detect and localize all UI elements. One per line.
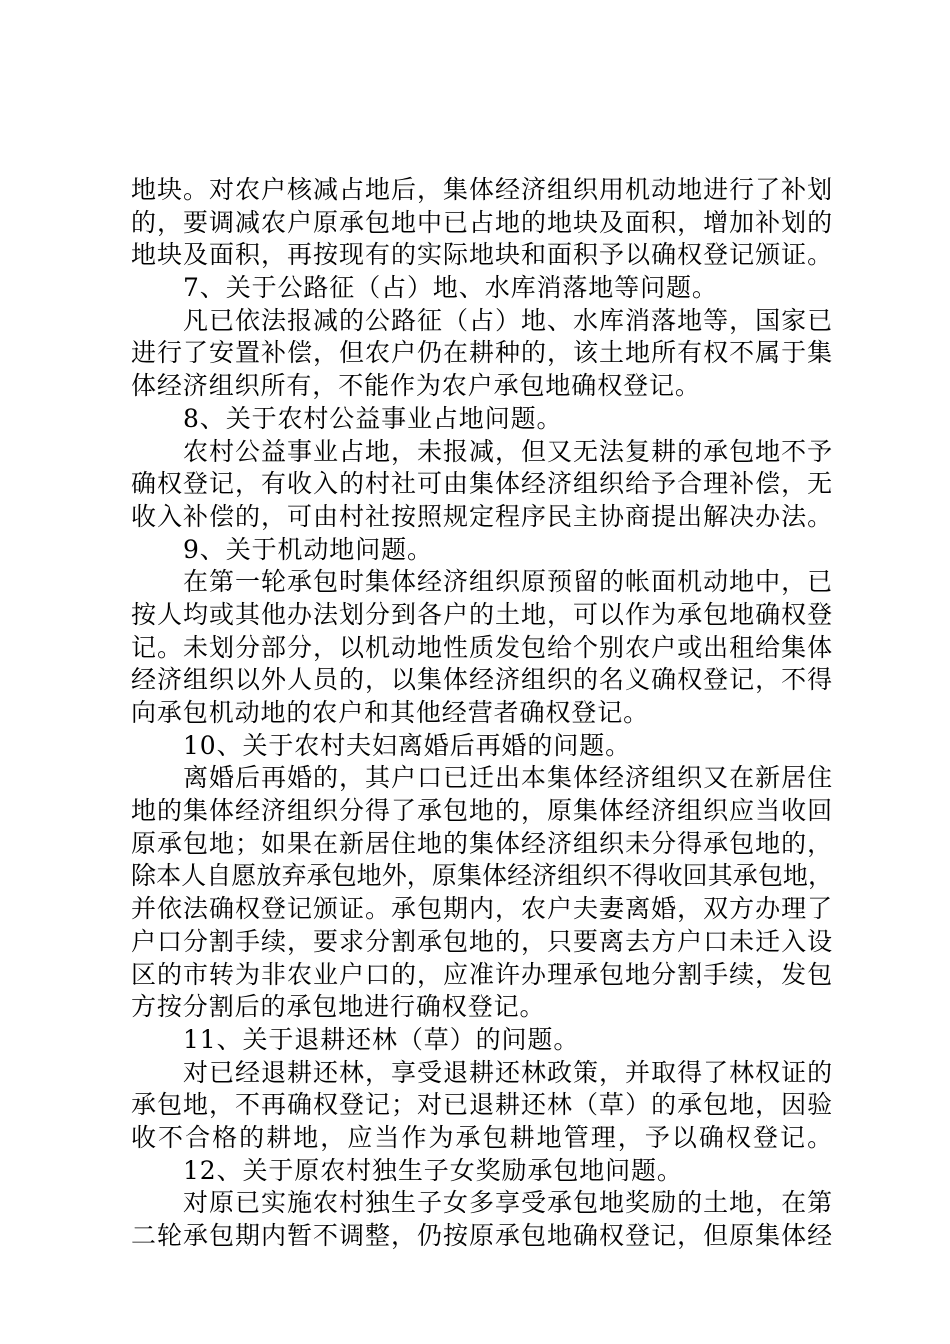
- text-line: 对原已实施农村独生子女多享受承包地奖励的土地，在第: [183, 1188, 833, 1218]
- text-line: 确权登记，有收入的村社可由集体经济组织给予合理补偿，无: [131, 469, 833, 499]
- text-line: 按人均或其他办法划分到各户的土地，可以作为承包地确权登: [131, 599, 833, 629]
- text-line: 收不合格的耕地，应当作为承包耕地管理，予以确权登记。: [131, 1122, 833, 1152]
- text-line: 地块及面积，再按现有的实际地块和面积予以确权登记颁证。: [131, 240, 833, 270]
- text-line: 方按分割后的承包地进行确权登记。: [131, 992, 546, 1022]
- document-body: [131, 174, 833, 1253]
- text-line: 地的集体经济组织分得了承包地的，原集体经济组织应当收回: [131, 796, 833, 826]
- text-line: 进行了安置补偿，但农户仍在耕种的，该土地所有权不属于集: [131, 338, 833, 368]
- text-line: 在第一轮承包时集体经济组织原预留的帐面机动地中，已: [183, 567, 833, 597]
- section-heading-7: 7、关于公路征（占）地、水库消落地等问题。: [183, 273, 718, 303]
- text-line: 收入补偿的，可由村社按照规定程序民主协商提出解决办法。: [131, 501, 833, 531]
- text-line: 区的市转为非农业户口的，应准许办理承包地分割手续，发包: [131, 959, 833, 989]
- text-line: 承包地，不再确权登记；对已退耕还林（草）的承包地，因验: [131, 1090, 833, 1120]
- text-line: 凡已依法报减的公路征（占）地、水库消落地等，国家已: [183, 305, 833, 335]
- section-heading-11: 11、关于退耕还林（草）的问题。: [183, 1024, 580, 1054]
- text-line: 记。未划分部分，以机动地性质发包给个别农户或出租给集体: [131, 632, 833, 662]
- text-line: 体经济组织所有，不能作为农户承包地确权登记。: [131, 371, 701, 401]
- text-line: 向承包机动地的农户和其他经营者确权登记。: [131, 698, 650, 727]
- text-line: 二轮承包期内暂不调整，仍按原承包地确权登记，但原集体经: [131, 1221, 833, 1250]
- section-heading-12: 12、关于原农村独生子女奖励承包地问题。: [183, 1155, 683, 1185]
- text-line: 原承包地；如果在新居住地的集体经济组织未分得承包地的，: [131, 828, 833, 858]
- text-line: 的，要调减农户原承包地中已占地的地块及面积，增加补划的: [131, 207, 833, 237]
- text-line: 农村公益事业占地，未报减，但又无法复耕的承包地不予: [183, 436, 833, 466]
- text-line: 除本人自愿放弃承包地外，原集体经济组织不得收回其承包地，: [131, 861, 833, 891]
- text-line: 地块。对农户核减占地后，集体经济组织用机动地进行了补划: [131, 175, 833, 204]
- section-heading-10: 10、关于农村夫妇离婚后再婚的问题。: [183, 730, 632, 760]
- text-line: 离婚后再婚的，其户口已迁出本集体经济组织又在新居住: [183, 763, 833, 793]
- text-line: 并依法确权登记颁证。承包期内，农户夫妻离婚，双方办理了: [131, 894, 833, 924]
- text-line: 户口分割手续，要求分割承包地的，只要离去方户口未迁入设: [131, 926, 833, 956]
- text-line: 对已经退耕还林，享受退耕还林政策，并取得了林权证的: [183, 1057, 833, 1087]
- section-heading-9: 9、关于机动地问题。: [183, 534, 433, 564]
- text-line: 经济组织以外人员的，以集体经济组织的名义确权登记，不得: [131, 665, 833, 695]
- section-heading-8: 8、关于农村公益事业占地问题。: [183, 403, 563, 433]
